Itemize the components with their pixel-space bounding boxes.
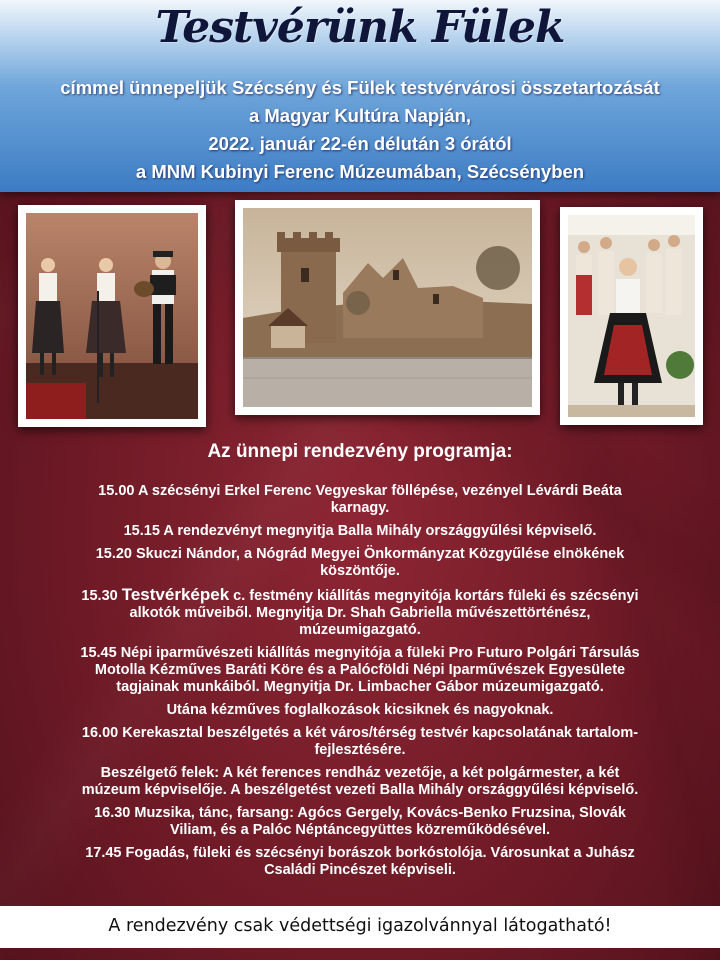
program-line: 15.45 Népi iparművészeti kiállítás megnyitója a füleki Pro Futuro Polgári Társulás [80,645,640,661]
program-line: 17.45 Fogadás, füleki és szécsényi borászok borkóstolója. Városunkat a Juhász [85,845,635,861]
program-line: köszöntője. [320,563,400,579]
choir-singer-photo [560,207,703,425]
program-line: Beszélgető felek: A két ferences rendház vezetője, a két polgármester, a két [100,765,620,781]
program-item [30,546,690,580]
vaccination-notice: A rendezvény csak védettségi igazolvánnyal látogatható! [0,906,720,948]
program-line: 15.15 A rendezvényt megnyitja Balla Mihály országgyűlési képviselő. [123,523,597,539]
program-line: Motolla Kézműves Baráti Köre és a Palócföldi Népi Iparművészek Egyesülete [94,662,626,678]
program-item [30,765,690,799]
program-heading: Az ünnepi rendezvény programja: [207,441,513,462]
program-item [30,645,690,696]
program-item [30,845,690,879]
musicians-image [26,213,198,419]
program-text: c. festmény kiállítás megnyitója kortárs füleki és szécsényi [229,588,639,604]
program-line [30,586,690,605]
program-item [30,483,690,517]
program-item [30,523,690,540]
program-line: múzeumigazgató. [299,622,421,638]
program-line: tagjainak munkáiból. Megnyitja Dr. Limbacher Gábor múzeumigazgató. [116,679,604,695]
choir-image [568,215,695,417]
program-line: fejlesztésére. [314,742,406,758]
program-line: Viliam, és a Palóc Néptáncegyüttes közreműködésével. [169,822,551,838]
poster-title: Testvérünk Fülek [155,2,565,53]
castle-image [243,208,532,407]
event-subtitle [10,74,710,186]
program-item [30,586,690,639]
program-line: 15.20 Skuczi Nándor, a Nógrád Megyei Önkormányzat Közgyűlése elnökének [95,546,625,562]
exhibition-title: Testvérképek [121,585,230,604]
subtitle-line: 2022. január 22-én délután 3 órától [208,133,512,154]
program-line: 15.00 A szécsényi Erkel Ferenc Vegyeskar föllépése, vezényel Lévárdi Beáta [98,483,622,499]
program-line: karnagy. [330,500,390,516]
program-line: alkotók műveiből. Megnyitja Dr. Shah Gabriella művészettörténész, [129,605,591,621]
program-list [30,483,690,885]
subtitle-line: a MNM Kubinyi Ferenc Múzeumában, Szécsényben [135,161,585,182]
header-banner [0,0,720,192]
fulek-castle-photo [235,200,540,415]
program-time: 15.30 [81,588,122,604]
subtitle-line: címmel ünnepeljük Szécsény és Fülek testvérvárosi összetartozását [60,77,660,98]
program-line: 16.30 Muzsika, tánc, farsang: Agócs Gergely, Kovács-Benko Fruzsina, Slovák [94,805,626,821]
program-line: múzeum képviselője. A beszélgetést vezeti Balla Mihály országgyűlési képviselő. [81,782,639,798]
program-line: Családi Pincészet képviseli. [264,862,456,878]
program-item [30,702,690,719]
program-line: Utána kézműves foglalkozások kicsiknek és nagyoknak. [166,702,554,718]
program-item [30,725,690,759]
program-item [30,805,690,839]
folk-musicians-photo [18,205,206,427]
program-line: 16.00 Kerekasztal beszélgetés a két város/térség testvér kapcsolatának tartalom- [81,725,639,741]
subtitle-line: a Magyar Kultúra Napján, [248,105,472,126]
